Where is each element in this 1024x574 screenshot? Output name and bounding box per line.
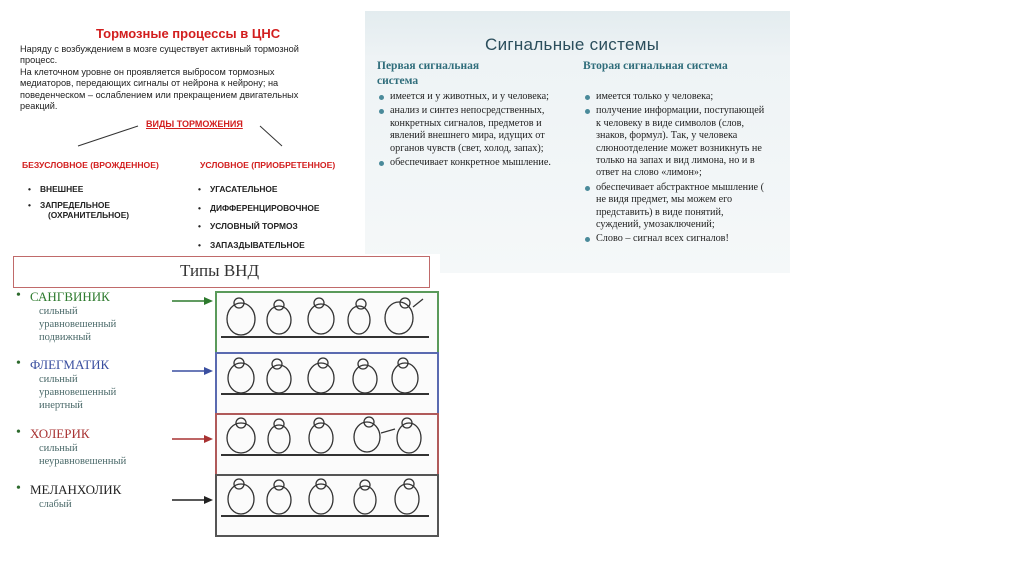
type-sanguine	[30, 289, 116, 344]
intro-line: реакций.	[20, 101, 58, 112]
intro-line: процесс.	[20, 55, 58, 66]
list-item: обеспечивает конкретное мышление.	[377, 157, 552, 169]
conditioned-heading: УСЛОВНОЕ (ПРИОБРЕТЕННОЕ)	[200, 160, 336, 170]
intro-line: Наряду с возбуждением в мозге существует активный тормозной	[20, 44, 299, 54]
cartoon-choleric	[215, 413, 439, 476]
type-choleric	[30, 426, 126, 468]
trait: сильный	[39, 374, 78, 385]
cartoon-image	[217, 354, 433, 409]
cartoon-image	[217, 415, 433, 470]
list-item: • ЗАПРЕДЕЛЬНОЕ	[26, 200, 129, 211]
trait: инертный	[39, 400, 83, 411]
list-item: Слово – сигнал всех сигналов!	[583, 233, 768, 245]
first-system-heading	[377, 59, 479, 89]
type-name: • МЕЛАНХОЛИК	[30, 482, 121, 498]
arrow-right-icon	[170, 296, 214, 306]
trait: сильный	[39, 443, 78, 454]
type-traits	[30, 442, 126, 468]
unconditioned-list	[26, 184, 129, 221]
first-system-list	[377, 91, 552, 171]
type-name: • ФЛЕГМАТИК	[30, 357, 116, 373]
cartoon-melancholic	[215, 474, 439, 537]
type-name: • ХОЛЕРИК	[30, 426, 126, 442]
conditioned-list	[196, 184, 320, 250]
arrow-right-icon	[170, 434, 214, 444]
trait: сильный	[39, 306, 78, 317]
intro-line: На клеточном уровне он проявляется выбросом тормозных	[20, 66, 275, 77]
vnd-types-panel	[10, 254, 440, 546]
list-item: получение информации, поступающей к человеку в виде символов (слов, знаков, формул). Так, у человека слюноотделение может возникнуть не только на запах и вид лимона, но и в ответ на слово «лимон»;	[583, 105, 768, 179]
cartoon-sanguine	[215, 291, 439, 354]
inhibition-panel	[20, 14, 365, 254]
heading-line: система	[377, 75, 419, 87]
list-item: обеспечивает абстрактное мышление ( не видя предмет, мы можем его представить) в виде понятий, суждений, умозаключений;	[583, 182, 768, 232]
vnd-title-box	[13, 256, 430, 288]
trait: неуравновешенный	[39, 456, 127, 467]
trait: уравновешенный	[39, 387, 117, 398]
type-traits	[30, 373, 116, 412]
heading-line: Первая сигнальная	[377, 60, 480, 72]
arrow-right-icon	[170, 366, 214, 376]
cartoon-image	[217, 476, 433, 531]
type-traits	[30, 498, 121, 511]
second-system-list	[583, 91, 768, 248]
list-item: • ЗАПАЗДЫВАТЕЛЬНОЕ	[196, 240, 320, 251]
signal-systems-title: Сигнальные системы	[485, 35, 660, 54]
signal-systems-panel	[365, 11, 790, 273]
type-phlegmatic	[30, 357, 116, 412]
trait: уравновешенный	[39, 319, 117, 330]
list-item: имеется и у животных, и у человека;	[377, 91, 552, 103]
list-item: анализ и синтез непосредственных, конкретных сигналов, предметов и явлений внешнего мира, идущих от органов чувств (свет, холод, запах);	[377, 105, 552, 155]
trait: слабый	[39, 499, 72, 510]
arrow-right-icon	[170, 495, 214, 505]
list-item: • ДИФФЕРЕНЦИРОВОЧНОЕ	[196, 203, 320, 214]
type-name: • САНГВИНИК	[30, 289, 116, 305]
trait: подвижный	[39, 332, 92, 343]
list-item: • УСЛОВНЫЙ ТОРМОЗ	[196, 221, 320, 232]
vnd-title: Типы ВНД	[180, 261, 260, 280]
list-item: • ВНЕШНЕЕ	[26, 184, 129, 195]
unconditioned-heading: БЕЗУСЛОВНОЕ (ВРОЖДЕННОЕ)	[22, 160, 159, 170]
cartoon-image	[217, 293, 433, 348]
intro-line: поведенческом – ослаблением или прекращением двигательных	[20, 89, 299, 100]
list-item: • УГАСАТЕЛЬНОЕ	[196, 184, 320, 195]
type-traits	[30, 305, 116, 344]
inhibition-title: Тормозные процессы в ЦНС	[96, 26, 281, 41]
list-item: имеется только у человека;	[583, 91, 768, 103]
inhibition-kinds-label: ВИДЫ ТОРМОЖЕНИЯ	[146, 119, 243, 129]
type-melancholic	[30, 482, 121, 511]
list-item: (ОХРАНИТЕЛЬНОЕ)	[48, 210, 130, 220]
second-system-heading: Вторая сигнальная система	[583, 60, 728, 72]
intro-line: медиаторов, передающих сигналы от нейрона к нейрону; на	[20, 78, 279, 89]
cartoon-phlegmatic	[215, 352, 439, 415]
